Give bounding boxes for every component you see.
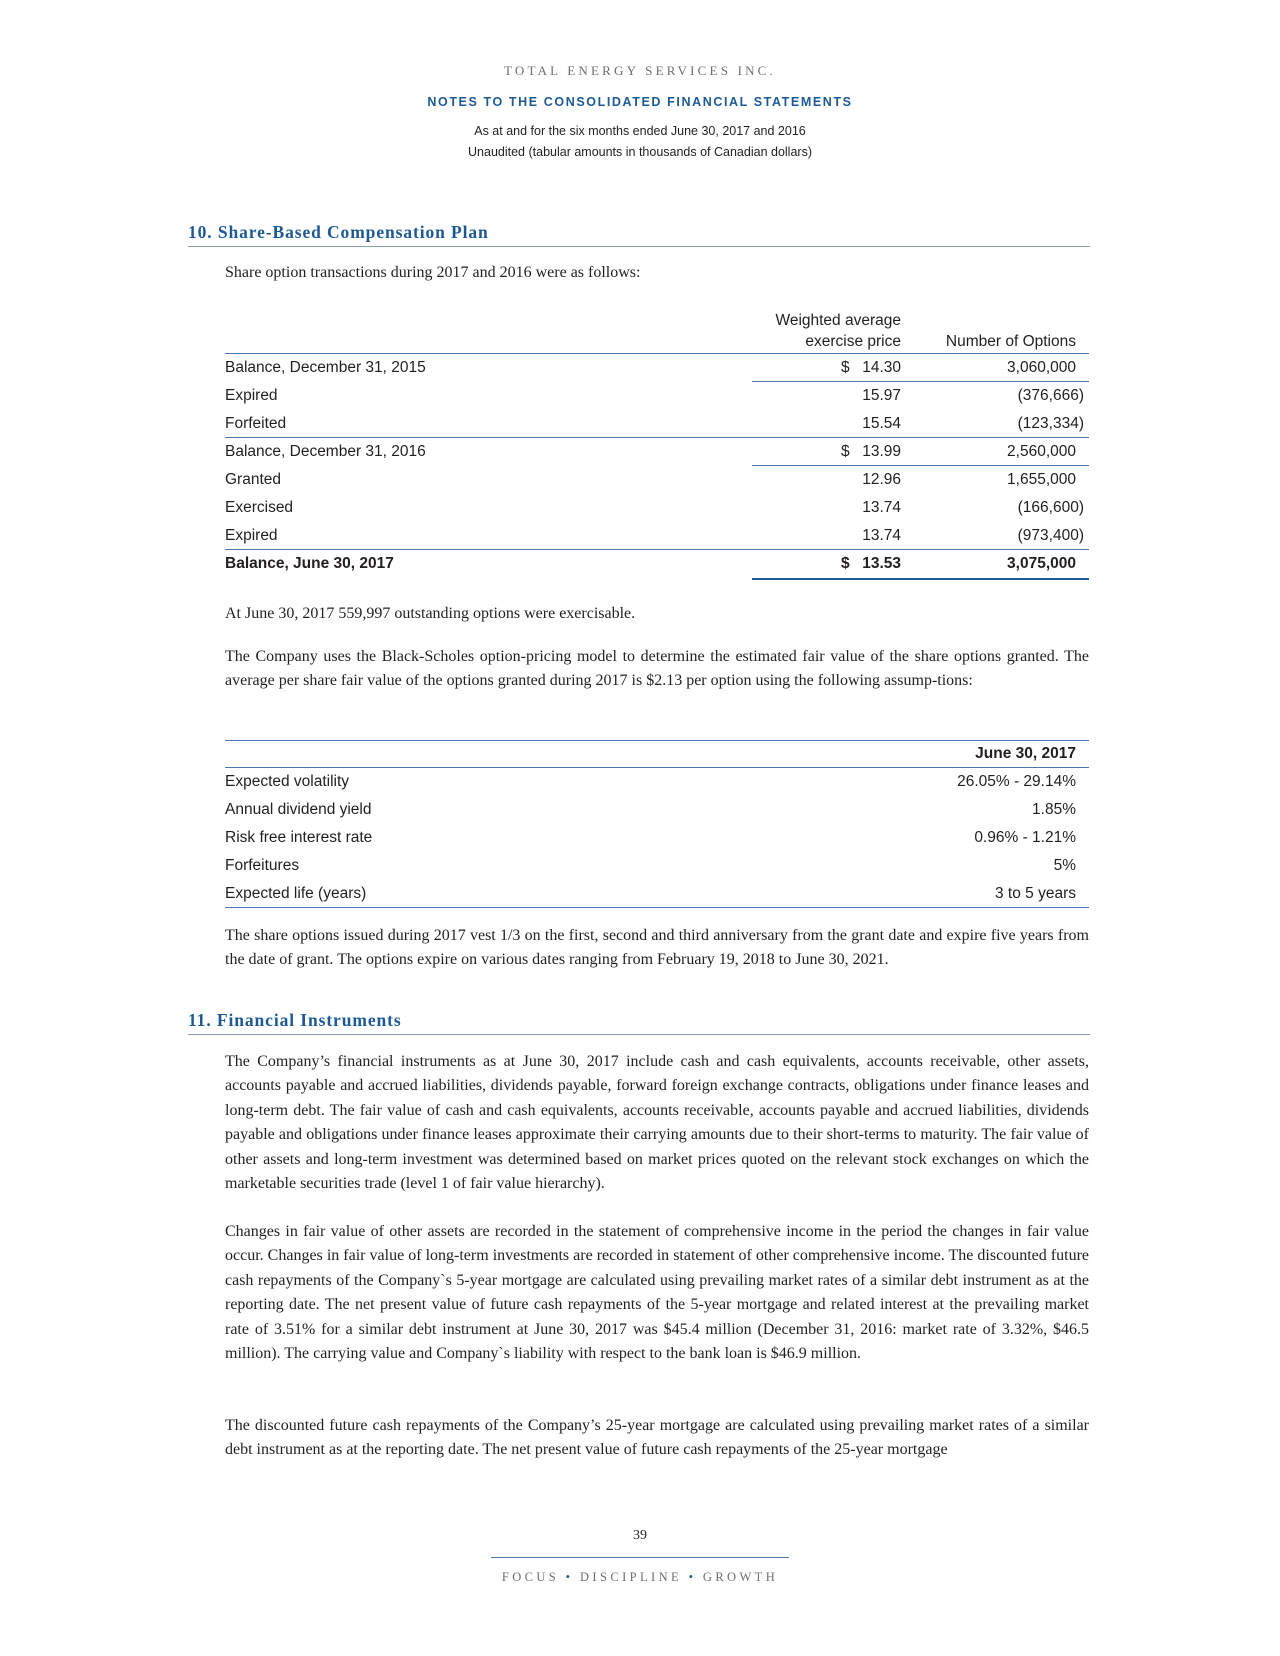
- row-options: (376,666): [1017, 387, 1084, 404]
- row-label: Expired: [225, 527, 278, 544]
- row-price: 12.96: [862, 471, 901, 488]
- row-price: 13.74: [862, 499, 901, 516]
- row-label: Balance, June 30, 2017: [225, 555, 394, 572]
- dollar-sign: $: [841, 555, 850, 572]
- footer-tagline: [0, 1570, 1280, 1585]
- row-options: 1,655,000: [1007, 471, 1076, 488]
- exercisable-note: At June 30, 2017 559,997 outstanding options were exercisable.: [225, 605, 636, 622]
- tagline-separator: •: [688, 1570, 697, 1584]
- row-options: (123,334): [1017, 415, 1084, 432]
- subtotal-rule: [752, 465, 1089, 466]
- row-value: 1.85%: [1032, 801, 1076, 818]
- col-header-exercise-price: [775, 310, 901, 352]
- row-value: 3 to 5 years: [995, 885, 1076, 902]
- financial-instruments-paragraph-1: The Company’s financial instruments as at June 30, 2017 include cash and cash equivalents, accounts receivable, other assets, accounts payable and accrued liabilities, dividends payable, forward foreign exchange contracts, obligations under finance leases and long-term debt. The fair value of cash and cash equivalents, accounts receivable, accounts payable and accrued liabilities, dividends payable and obligations under finance leases approximate their carrying amounts due to their short-terms to maturity. The fair value of other assets and long-term investment was determined based on market prices quoted on the relevant stock exchanges on which the marketable securities trade (level 1 of fair value hierarchy).: [225, 1053, 1089, 1193]
- row-options: 3,075,000: [1007, 555, 1076, 572]
- table-total-row: [225, 552, 1089, 580]
- row-price: 15.54: [862, 415, 901, 432]
- table-row: [225, 854, 1089, 882]
- row-value: 26.05% - 29.14%: [957, 773, 1076, 790]
- table-row: [225, 882, 1089, 910]
- vesting-paragraph: The share options issued during 2017 vest 1/3 on the first, second and third anniversary from the grant date and expire five years from the date of grant. The options expire on various dates ranging from February 19, 2018 to June 30, 2021.: [225, 927, 1089, 969]
- row-label: Risk free interest rate: [225, 829, 373, 846]
- table-header-rule: [225, 353, 1089, 354]
- row-rule: [225, 437, 1089, 438]
- row-price: 13.53: [862, 555, 901, 572]
- table-row: [225, 384, 1089, 412]
- page-number: 39: [633, 1528, 647, 1543]
- row-label: Forfeitures: [225, 857, 300, 874]
- table-row: [225, 770, 1089, 798]
- assumptions-bottom-rule: [225, 907, 1089, 908]
- row-options: 3,060,000: [1007, 359, 1076, 376]
- row-price: 13.74: [862, 527, 901, 544]
- tagline-focus: FOCUS: [501, 1570, 560, 1584]
- row-label: Balance, December 31, 2015: [225, 359, 426, 376]
- document-title: NOTES TO THE CONSOLIDATED FINANCIAL STATEMENTS: [427, 95, 853, 109]
- col-header-june-30-2017: June 30, 2017: [975, 745, 1076, 762]
- row-label: Forfeited: [225, 415, 287, 432]
- row-options: (973,400): [1017, 527, 1084, 544]
- reporting-period: As at and for the six months ended June 30, 2017 and 2016: [474, 124, 806, 138]
- col-header-number-of-options: Number of Options: [945, 333, 1076, 350]
- col-header-price-line1: Weighted average: [775, 312, 901, 329]
- table-row: [225, 826, 1089, 854]
- row-value: 5%: [1053, 857, 1076, 874]
- dollar-sign: $: [841, 359, 850, 376]
- total-double-rule: [752, 578, 1089, 580]
- subtotal-rule: [752, 381, 1089, 382]
- share-option-table: [225, 310, 1089, 585]
- table-row: [225, 524, 1089, 552]
- row-price: 14.30: [862, 359, 901, 376]
- row-value: 0.96% - 1.21%: [974, 829, 1076, 846]
- col-header-price-line2: exercise price: [805, 333, 901, 350]
- footer-rule: [491, 1557, 789, 1558]
- row-price: 13.99: [862, 443, 901, 460]
- financial-instruments-paragraph-3: The discounted future cash repayments of the Company’s 25-year mortgage are calculated using prevailing market rates of a similar debt instrument as at the reporting date. The net present value of future cash repayments of the 25-year mortgage: [225, 1417, 1089, 1459]
- row-label: Expected volatility: [225, 773, 350, 790]
- company-name: TOTAL ENERGY SERVICES INC.: [503, 63, 777, 78]
- row-label: Granted: [225, 471, 282, 488]
- section-heading-share-based-compensation: 10. Share-Based Compensation Plan: [188, 222, 1090, 247]
- section-heading-financial-instruments: 11. Financial Instruments: [188, 1010, 1090, 1035]
- table-row: [225, 356, 1089, 384]
- black-scholes-paragraph: The Company uses the Black-Scholes option-pricing model to determine the estimated fair value of the share options granted. The average per share fair value of the options granted during 2017 is $2.13 per option using the following assump-tions:: [225, 648, 1089, 690]
- assumptions-top-rule: [225, 740, 1089, 741]
- row-label: Annual dividend yield: [225, 801, 372, 818]
- reporting-basis: Unaudited (tabular amounts in thousands of Canadian dollars): [468, 145, 812, 159]
- tagline-discipline: DISCIPLINE: [579, 1570, 683, 1584]
- table-row: [225, 798, 1089, 826]
- row-rule: [225, 549, 1089, 550]
- row-options: (166,600): [1017, 499, 1084, 516]
- table-row: [225, 468, 1089, 496]
- row-price: 15.97: [862, 387, 901, 404]
- dollar-sign: $: [841, 443, 850, 460]
- financial-instruments-paragraph-2: Changes in fair value of other assets are recorded in the statement of comprehensive income in the period the changes in fair value occur. Changes in fair value of long-term investments are recorded in statement of other comprehensive income. The discounted future cash repayments of the Company`s 5-year mortgage are calculated using prevailing market rates of a similar debt instrument as at the reporting date. The net present value of future cash repayments of the 5-year mortgage and related interest at the prevailing market rate of 3.51% for a similar debt instrument at June 30, 2017 was $45.4 million (December 31, 2016: market rate of 3.32%, $46.5 million). The carrying value and Company`s liability with respect to the bank loan is $46.9 million.: [225, 1223, 1089, 1363]
- assumptions-header-rule: [225, 767, 1089, 768]
- row-label: Exercised: [225, 499, 294, 516]
- row-label: Expired: [225, 387, 278, 404]
- options-intro: Share option transactions during 2017 and 2016 were as follows:: [225, 264, 641, 281]
- table-row: [225, 412, 1089, 440]
- row-options: 2,560,000: [1007, 443, 1076, 460]
- row-label: Balance, December 31, 2016: [225, 443, 426, 460]
- row-label: Expected life (years): [225, 885, 367, 902]
- table-row: [225, 496, 1089, 524]
- tagline-separator: •: [565, 1570, 574, 1584]
- tagline-growth: GROWTH: [702, 1570, 779, 1584]
- table-row: [225, 440, 1089, 468]
- assumptions-table: [225, 740, 1089, 910]
